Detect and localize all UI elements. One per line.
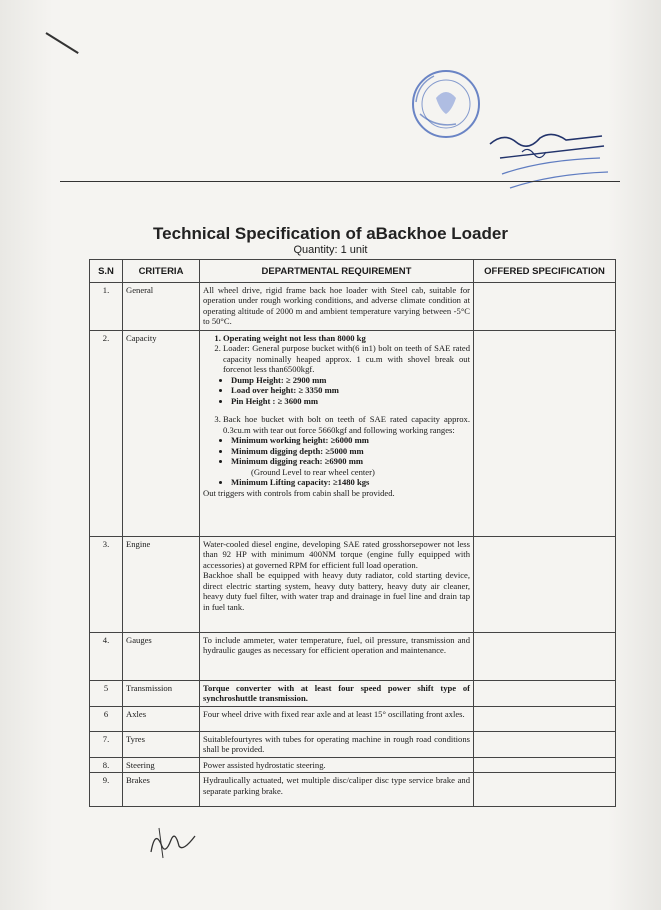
row-sn: 3. — [90, 537, 123, 633]
table-row — [90, 283, 616, 331]
document-title: Technical Specification of aBackhoe Loader — [153, 224, 508, 243]
specification-table — [89, 259, 616, 807]
row-criteria: Gauges — [123, 633, 200, 681]
row-sn: 1. — [90, 283, 123, 331]
offered-cell[interactable] — [474, 757, 616, 772]
row-criteria: Brakes — [123, 773, 200, 807]
row-sn: 8. — [90, 757, 123, 772]
initials-signature — [145, 822, 205, 862]
offered-cell[interactable] — [474, 331, 616, 537]
offered-cell[interactable] — [474, 681, 616, 707]
row-sn: 5 — [90, 681, 123, 707]
backhoe-bullet: • Minimum digging reach: ≥6900 mm — [231, 456, 470, 466]
offered-cell[interactable] — [474, 283, 616, 331]
table-row — [90, 706, 616, 731]
row-criteria: Axles — [123, 706, 200, 731]
row-sn: 6 — [90, 706, 123, 731]
loader-bullet: • Dump Height: ≥ 2900 mm — [231, 375, 470, 385]
row-criteria: Transmission — [123, 681, 200, 707]
row-sn: 2. — [90, 331, 123, 537]
loader-bullet: • Load over height: ≥ 3350 mm — [231, 385, 470, 395]
table-row — [90, 757, 616, 772]
col-requirement-header: DEPARTMENTAL REQUIREMENT — [200, 260, 474, 283]
table-row — [90, 537, 616, 633]
row-requirement: Suitablefourtyres with tubes for operating machine in rough road conditions shall be provided. — [200, 731, 474, 757]
row-criteria: Capacity — [123, 331, 200, 537]
official-signature — [482, 116, 617, 196]
row-requirement — [200, 537, 474, 633]
engine-equipment: Backhoe shall be equipped with heavy duty radiator, cold starting device, direct electric starting system, heavy duty battery, heavy duty air cleaner, heavy duty fuel filter, with water trap and drainage in fuel line and drain tap in fuel tank. — [203, 570, 470, 612]
table-row — [90, 331, 616, 537]
row-criteria: General — [123, 283, 200, 331]
row-criteria: Engine — [123, 537, 200, 633]
row-requirement: Torque converter with at least four speed power shift type of synchroshuttle transmission. — [200, 681, 474, 707]
table-row — [90, 681, 616, 707]
table-row — [90, 773, 616, 807]
offered-cell[interactable] — [474, 773, 616, 807]
offered-cell[interactable] — [474, 706, 616, 731]
row-criteria: Steering — [123, 757, 200, 772]
row-requirement: All wheel drive, rigid frame back hoe loader with Steel cab, suitable for operation under rough working conditions, and adverse climate condition at operating altitude of 2000 m and ambient temperature varying between -5°C to 50°C. — [200, 283, 474, 331]
capacity-item-3: 3. Back hoe bucket with bolt on teeth of SAE rated capacity approx. 0.3cu.m with tear out force 5660kgf and following working ranges: — [223, 414, 470, 435]
table-header-row — [90, 260, 616, 283]
table-row — [90, 633, 616, 681]
row-sn: 4. — [90, 633, 123, 681]
row-sn: 7. — [90, 731, 123, 757]
capacity-item-2: 2. Loader: General purpose bucket with(6 in1) bolt on teeth of SAE rated capacity nominally heaped approx. 1 cu.m with shovel break out forcenot less than6500kgf. — [223, 343, 470, 374]
capacity-item-1: 1. Operating weight not less than 8000 kg — [223, 333, 470, 343]
row-criteria: Tyres — [123, 731, 200, 757]
quantity-line: Quantity: 1 unit — [293, 244, 368, 256]
backhoe-bullet: • Minimum digging depth: ≥5000 mm — [231, 446, 470, 456]
col-sn-header: S.N — [90, 260, 123, 283]
office-stamp — [406, 64, 486, 144]
lifting-capacity: • Minimum Lifting capacity: ≥1480 kgs — [231, 477, 470, 487]
row-requirement: Four wheel drive with fixed rear axle and at least 15° oscillating front axles. — [200, 706, 474, 731]
offered-cell[interactable] — [474, 537, 616, 633]
offered-cell[interactable] — [474, 633, 616, 681]
engine-spec: Water-cooled diesel engine, developing SAE rated grosshorsepower not less than 92 HP with minimum 400NM torque (engine fully equipped with accessories) at governed RPM for efficient full load operation. — [203, 539, 470, 570]
col-criteria-header: CRITERIA — [123, 260, 200, 283]
row-requirement — [200, 331, 474, 537]
table-row — [90, 731, 616, 757]
loader-bullet: • Pin Height : ≥ 3600 mm — [231, 396, 470, 406]
offered-cell[interactable] — [474, 731, 616, 757]
row-sn: 9. — [90, 773, 123, 807]
col-offered-header: OFFERED SPECIFICATION — [474, 260, 616, 283]
header-rule — [60, 181, 620, 182]
outrigger-note: Out triggers with controls from cabin shall be provided. — [203, 487, 395, 498]
row-requirement: To include ammeter, water temperature, fuel, oil pressure, transmission and hydraulic gauges as necessary for efficient operation and maintenance. — [200, 633, 474, 681]
ground-level-note: (Ground Level to rear wheel center) — [251, 466, 375, 477]
backhoe-bullet: • Minimum working height: ≥6000 mm — [231, 435, 470, 445]
row-requirement: Hydraulically actuated, wet multiple disc/caliper disc type service brake and separate parking brake. — [200, 773, 474, 807]
row-requirement: Power assisted hydrostatic steering. — [200, 757, 474, 772]
